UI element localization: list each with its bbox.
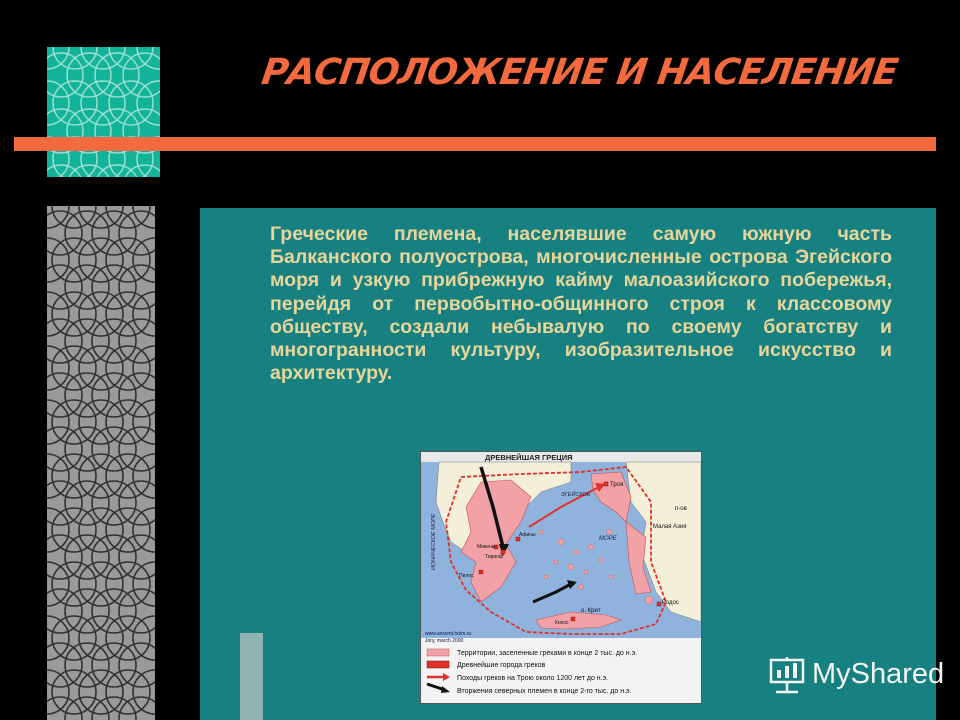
map-label-athens: Афины xyxy=(519,532,536,538)
map-label-knossos: Кносс xyxy=(555,620,569,626)
map-label-tiryns: Тиринф xyxy=(485,554,504,560)
legend-item: Походы греков на Трою около 1200 лет до н.э. xyxy=(457,675,609,682)
circle-pattern-icon xyxy=(47,47,160,177)
map-label-mycenae: Микены xyxy=(477,544,496,550)
map-credit-author: Jory, march 2000 xyxy=(425,638,464,644)
watermark-text: MyShared xyxy=(812,658,945,690)
legend-swatch-city xyxy=(427,661,449,668)
body-paragraph: Греческие племена, населявшие самую южную часть Балканского полуострова, многочисленные острова Эгейского моря и узкую прибрежную кайму малоазийского побережья, перейдя от первобытно-общинного строя к классовому обществу, создали небывалую по своему богатству и многогранности культуру, изобразительное искусство и архитектуру. xyxy=(270,223,892,385)
map-label-aegean: ЭГЕЙСКОЕ xyxy=(561,492,591,498)
legend-item: Территории, заселенные греками в конце 2 тыс. до н.э. xyxy=(457,650,638,657)
map-label-rhodes: Родос xyxy=(662,600,679,606)
map-label-ionian-sea: ИОНИЧЕСКОЕ МОРЕ xyxy=(431,513,437,570)
decorative-circle-tile xyxy=(47,47,160,177)
decorative-gray-tile xyxy=(47,206,155,720)
map-image xyxy=(421,452,701,703)
slide-title: РАСПОЛОЖЕНИЕ И НАСЕЛЕНИЕ xyxy=(259,52,900,93)
map-label-troy: Троя xyxy=(610,482,624,488)
map-label-crete: о. Крит xyxy=(581,608,601,614)
orange-divider-bar xyxy=(14,137,936,151)
map-label-asia-minor: Малая Азия xyxy=(653,524,687,530)
presentation-board-icon xyxy=(768,656,806,694)
ancient-greece-map xyxy=(420,451,702,704)
map-credit-url: www.ancient.holm.ru xyxy=(425,631,472,637)
map-label-sea: МОРЕ xyxy=(599,536,617,542)
map-label-peninsula: п-ов xyxy=(675,506,687,512)
circle-pattern-icon xyxy=(47,206,155,720)
legend-swatch-territory xyxy=(427,649,449,656)
accent-strip xyxy=(240,633,263,720)
legend-item: Вторжения северных племен в конце 2-го тыс. до н.э. xyxy=(457,688,632,695)
map-title: ДРЕВНЕЙШАЯ ГРЕЦИЯ xyxy=(485,453,573,462)
map-label-pylos: Пилос xyxy=(459,573,474,579)
legend-item: Древнейшие города греков xyxy=(457,662,546,669)
